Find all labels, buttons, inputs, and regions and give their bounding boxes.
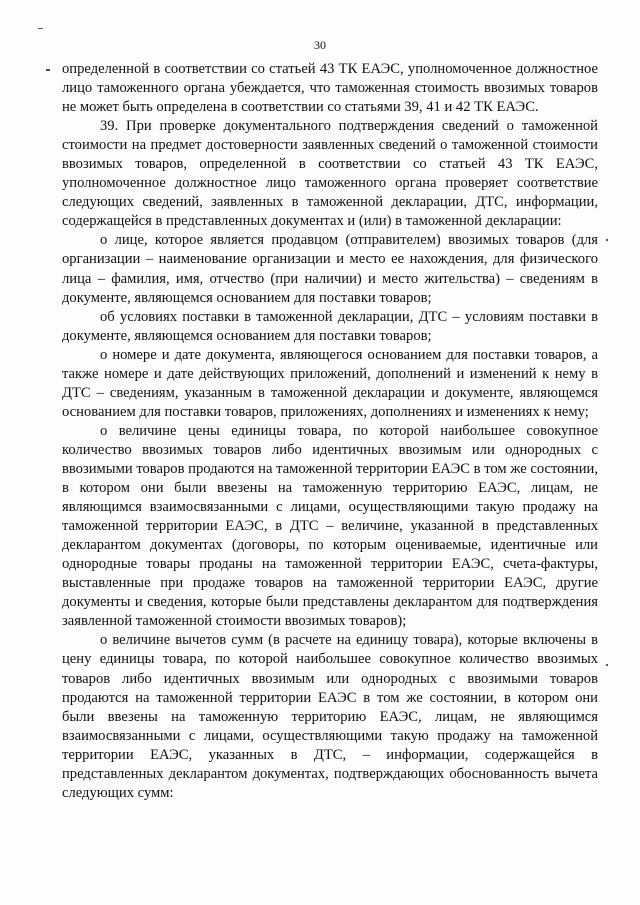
- paragraph-seller-info: о лице, которое является продавцом (отправителем) ввозимых товаров (для организации – наименование организации и место ее нахождения, для физического лица – фамилия, имя, отчество (при наличии) и место жительства) – сведениям в документе, являющемся основанием для поставки товаров;: [62, 232, 598, 306]
- paragraph-document-number: о номере и дате документа, являющегося основанием для поставки товаров, а также номере и дате действующих приложений, дополнений и изменений к нему в ДТС – сведениям, указанным в таможенной декларации и документе, являющемся основанием для поставки товаров, приложениях, дополнениях и изменениях к нему;: [62, 346, 598, 420]
- scan-speck: [606, 239, 608, 241]
- paragraph-item-39: 39. При проверке документального подтверждения сведений о таможенной стоимости на предмет достоверности заявленных сведений о таможенной стоимости ввозимых товаров, определенной в соответствии со статьей 43 ТК ЕАЭС, уполномоченное должностное лицо таможенного органа проверяет соответствие следующих сведений, заявленных в таможенной декларации, ДТС, информации, содержащейся в представленных документах и (или) в таможенной декларации:: [62, 118, 598, 230]
- page-number: 30: [314, 38, 326, 52]
- paragraph-unit-price: о величине цены единицы товара, по которой наибольшее совокупное количество ввозимых товаров либо идентичных ввозимым или однородных с ввозимыми товаров продаются на таможенной территории ЕАЭС в том же состоянии, в котором они были ввезены на таможенную территорию ЕАЭС, лицам, не являющимся взаимосвязанными с лицами, осуществляющими такую продажу на таможенной территории ЕАЭС, в ДТС – величине, указанной в представленных декларантом документах (договоры, по которым оцениваемые, идентичные или однородные товары проданы на таможенной территории ЕАЭС, счета-фактуры, выставленные при продаже товаров на таможенной территории ЕАЭС, другие документы и сведения, которые были представлены декларантом для подтверждения заявленной таможенной стоимости ввозимых товаров);: [62, 422, 598, 630]
- paragraph-delivery-terms: об условиях поставки в таможенной декларации, ДТС – условиям поставки в документе, являющемся основанием для поставки товаров;: [62, 308, 598, 344]
- scan-speck: [46, 69, 50, 71]
- scan-speck: [606, 664, 608, 666]
- scan-speck: [38, 28, 43, 29]
- paragraph-continuation: определенной в соответствии со статьей 43 ТК ЕАЭС, уполномоченное должностное лицо таможенного органа убеждается, что таможенная стоимость ввозимых товаров не может быть определена в соответствии со статьями 39, 41 и 42 ТК ЕАЭС.: [62, 61, 598, 116]
- paragraph-deductions: о величине вычетов сумм (в расчете на единицу товара), которые включены в цену единицы товара, по которой наибольшее совокупное количество ввозимых товаров либо идентичных ввозимым или однородных с ввозимыми товаров продаются на таможенной территории ЕАЭС в том же состоянии, в котором они были ввезены на таможенную территорию ЕАЭС, лицам, не являющимся взаимосвязанными с лицами, осуществляющими такую продажу на таможенной территории ЕАЭС, указанных в ДТС, – информации, содержащейся в представленных декларантом документах, подтверждающих обоснованность вычета следующих сумм:: [62, 632, 598, 801]
- body-text: [62, 60, 598, 803]
